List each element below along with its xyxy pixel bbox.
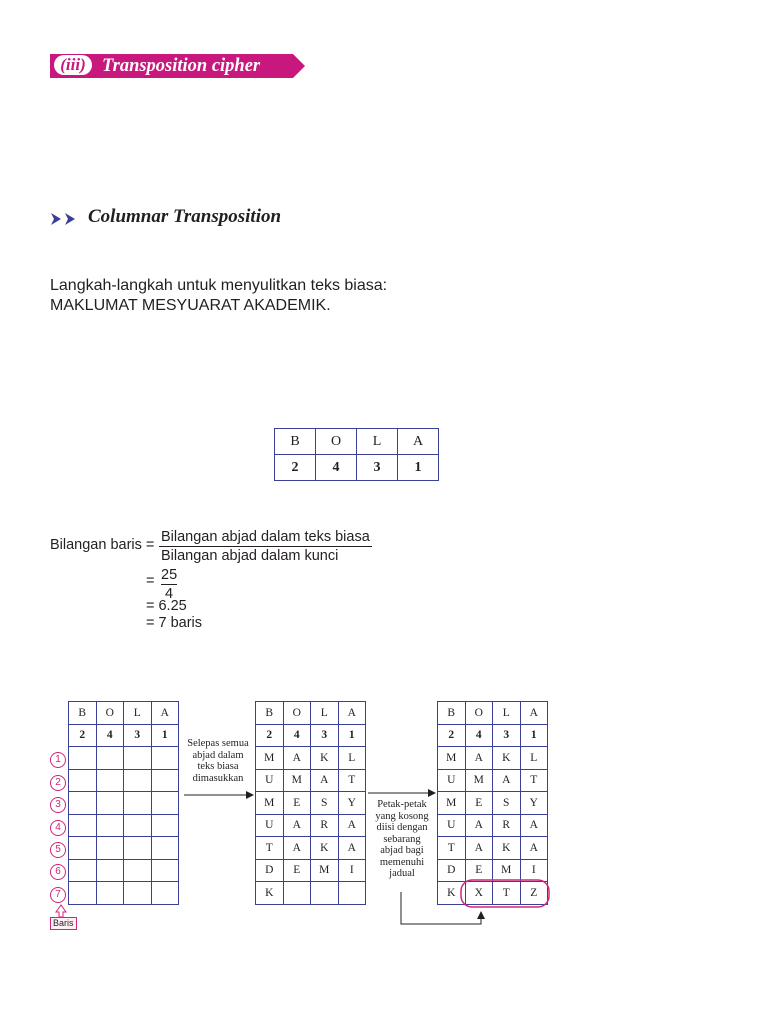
key-number: 3: [124, 724, 152, 747]
key-number: 4: [465, 724, 493, 747]
grid-cell: D: [438, 859, 466, 882]
grid-cell: A: [465, 837, 493, 860]
grid-cell: U: [256, 814, 284, 837]
key-letter: O: [283, 702, 311, 725]
grid-cell: E: [465, 792, 493, 815]
note-line: abjad bagi: [380, 845, 424, 856]
grid-cell: S: [311, 792, 339, 815]
grid-cell: R: [493, 814, 521, 837]
row-number: 7: [50, 887, 66, 903]
row-number: 3: [50, 797, 66, 813]
note-line: Selepas semua: [187, 738, 249, 749]
grid-cell: M: [438, 792, 466, 815]
grid-cell: D: [256, 859, 284, 882]
key-number: 2: [256, 724, 284, 747]
grid-cell: A: [338, 837, 366, 860]
grid-cell: T: [338, 769, 366, 792]
grid-cell: T: [520, 769, 548, 792]
key-letter: L: [124, 702, 152, 725]
key-number: 3: [311, 724, 339, 747]
padding-highlight: [461, 880, 549, 907]
up-arrow-icon: [56, 905, 66, 917]
key-letter: B: [438, 702, 466, 725]
grid-cell: R: [311, 814, 339, 837]
key-number: 3: [357, 455, 398, 481]
formula-decimal: = 6.25: [146, 598, 187, 614]
grid-cell: Y: [520, 792, 548, 815]
grid-cell: T: [256, 837, 284, 860]
intro-line-2: MAKLUMAT MESYUARAT AKADEMIK.: [50, 297, 331, 314]
key-letter: B: [275, 429, 316, 455]
section-title: Transposition cipher: [102, 56, 261, 76]
key-number: 3: [493, 724, 521, 747]
key-number: 4: [96, 724, 124, 747]
row-number: 1: [50, 752, 66, 768]
grid-cell: A: [338, 814, 366, 837]
formula-result: = 7 baris: [146, 615, 203, 631]
key-letter: L: [311, 702, 339, 725]
grid-cell: A: [283, 747, 311, 770]
key-letter: B: [69, 702, 97, 725]
baris-label: Baris: [50, 917, 77, 930]
row-number: 5: [50, 842, 66, 858]
grid-cell: L: [338, 747, 366, 770]
grid-cell: A: [493, 769, 521, 792]
row-number: 2: [50, 775, 66, 791]
key-number: 4: [316, 455, 357, 481]
grid-cell: A: [283, 837, 311, 860]
grid-cell: A: [465, 814, 493, 837]
formula-equals: =: [146, 573, 155, 589]
grid-cell: E: [283, 792, 311, 815]
grid-cell: M: [311, 859, 339, 882]
key-letter: B: [256, 702, 284, 725]
key-number: 1: [151, 724, 179, 747]
grid-cell: I: [338, 859, 366, 882]
key-number: 4: [283, 724, 311, 747]
formula-denominator: Bilangan abjad dalam kunci: [161, 548, 339, 564]
key-number: 1: [520, 724, 548, 747]
grid-cell: K: [438, 882, 466, 905]
grid-cell: K: [311, 837, 339, 860]
grid-cell: S: [493, 792, 521, 815]
key-number: 1: [338, 724, 366, 747]
section-number: (iii): [54, 55, 92, 75]
subheading-text: Columnar Transposition: [88, 206, 282, 227]
grid-cell: M: [256, 792, 284, 815]
grid-cell: E: [283, 859, 311, 882]
elbow-arrow-icon: [401, 892, 481, 924]
grid-cell: T: [438, 837, 466, 860]
grid-cell: Y: [338, 792, 366, 815]
row-number: 4: [50, 820, 66, 836]
grid-cell: I: [520, 859, 548, 882]
key-letter: A: [520, 702, 548, 725]
key-letter: L: [493, 702, 521, 725]
grid-cell: M: [283, 769, 311, 792]
value-numerator: 25: [161, 567, 178, 583]
key-letter: O: [316, 429, 357, 455]
grid-cell: M: [256, 747, 284, 770]
note-line: jadual: [389, 868, 415, 879]
key-letter: A: [338, 702, 366, 725]
grid-cell: L: [520, 747, 548, 770]
formula-lhs: Bilangan baris =: [50, 537, 155, 553]
note-line: yang kosong: [375, 810, 429, 822]
key-letter: L: [357, 429, 398, 455]
grid-cell: A: [520, 814, 548, 837]
grid-cell: M: [493, 859, 521, 882]
grid-cell: A: [520, 837, 548, 860]
key-letter: A: [398, 429, 439, 455]
key-letter: A: [151, 702, 179, 725]
note-line: abjad dalam: [192, 749, 244, 761]
grid-cell: U: [256, 769, 284, 792]
note-line: diisi dengan: [376, 822, 428, 833]
grid-cell: T: [493, 882, 521, 905]
note-line: memenuhi: [379, 856, 425, 868]
grid-cell: X: [465, 882, 493, 905]
grid-cell: M: [465, 769, 493, 792]
grid-cell: U: [438, 769, 466, 792]
note-line: teks biasa: [197, 761, 239, 772]
key-letter: O: [465, 702, 493, 725]
grid-cell: U: [438, 814, 466, 837]
intro-line-1: Langkah-langkah untuk menyulitkan teks biasa:: [50, 277, 388, 294]
grid-cell: M: [438, 747, 466, 770]
grid-cell: A: [283, 814, 311, 837]
value-denominator: 4: [165, 586, 174, 602]
key-number: 2: [438, 724, 466, 747]
note-line: Petak-petak: [377, 799, 427, 810]
row-number: 6: [50, 864, 66, 880]
grid-cell: K: [311, 747, 339, 770]
grid-cell: E: [465, 859, 493, 882]
grid-cell: K: [256, 882, 284, 905]
formula-numerator: Bilangan abjad dalam teks biasa: [161, 529, 370, 545]
key-letter: O: [96, 702, 124, 725]
key-number: 1: [398, 455, 439, 481]
grid-cell: A: [465, 747, 493, 770]
key-number: 2: [275, 455, 316, 481]
note-line: sebarang: [383, 833, 421, 845]
grid-cell: A: [311, 769, 339, 792]
grid-cell: K: [493, 747, 521, 770]
grid-cell: K: [493, 837, 521, 860]
grid-cell: Z: [520, 882, 548, 905]
note-line: dimasukkan: [192, 772, 244, 784]
key-number: 2: [69, 724, 97, 747]
